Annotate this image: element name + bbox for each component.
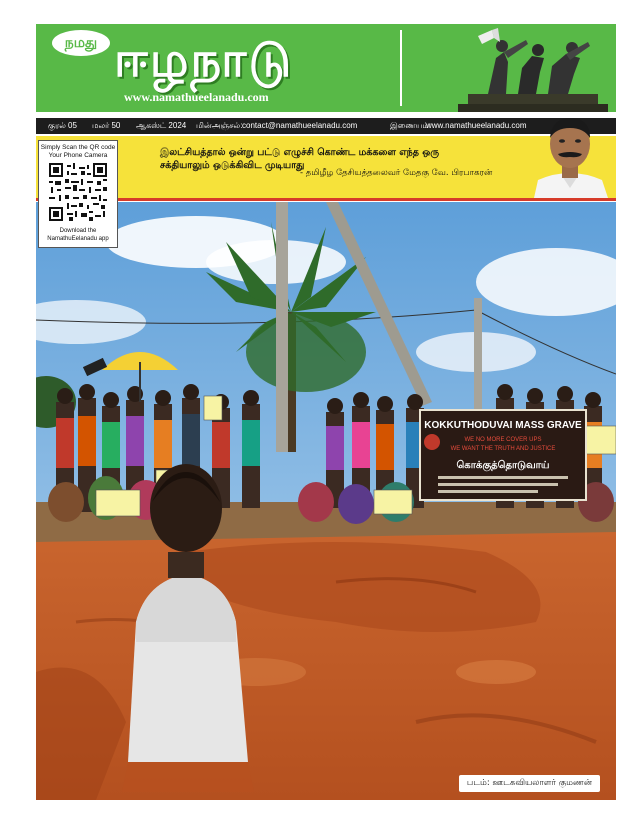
web-address[interactable]: www.namathueelanadu.com (426, 121, 527, 130)
cover-photo (36, 202, 616, 800)
leader-portrait-image (524, 106, 616, 198)
web-label: இணையம்: (390, 121, 432, 130)
issue-number: குரல் 05 (48, 121, 77, 130)
protest-banner (420, 410, 586, 500)
monument-statue-image (448, 28, 608, 112)
qr-instruction: Simply Scan the QR code Your Phone Camera (40, 144, 116, 159)
leader-quote: இலட்சியத்தால் ஒன்று பட்டு எழுச்சி கொண்ட மக்களை எந்த ஒரு சக்தியாலும் ஒடுக்கிவிட முடியாது (160, 147, 440, 171)
banner-tamil-text: கொக்குத்தொடுவாய் (456, 460, 550, 471)
qr-download-text: Download the NamathuEelanadu app (47, 228, 109, 242)
newspaper-title: ஈழநாடு (114, 32, 294, 88)
quote-attribution: - தமிழீழ தேசியத்தலைவர் மேதகு வே. பிரபாகரன் (300, 168, 493, 178)
masthead-website[interactable]: www.namathueelanadu.com (124, 90, 269, 104)
volume-number: மலர் 50 (92, 121, 121, 130)
photo-credit: படம்: ஊடகவியலாளர் குமணன் (459, 775, 600, 792)
email-address[interactable]: contact@namathueelanadu.com (242, 121, 358, 130)
banner-subtext-2: WE WANT THE TRUTH AND JUSTICE (450, 446, 556, 452)
qr-code-icon[interactable] (49, 163, 107, 221)
banner-subtext-1: WE NO MORE COVER UPS (464, 437, 542, 443)
masthead-divider (400, 30, 402, 106)
qr-code-panel[interactable] (38, 140, 118, 248)
protest-scene-image (36, 202, 616, 800)
email-label: மின்அஞ்சல்: (196, 121, 243, 130)
issue-date: ஆகஸ்ட் 2024 (136, 121, 187, 130)
masthead-badge: நமது (52, 30, 110, 56)
front-page (36, 24, 616, 802)
banner-main-text: KOKKUTHODUVAI MASS GRAVE (424, 420, 582, 431)
masthead (36, 24, 616, 112)
